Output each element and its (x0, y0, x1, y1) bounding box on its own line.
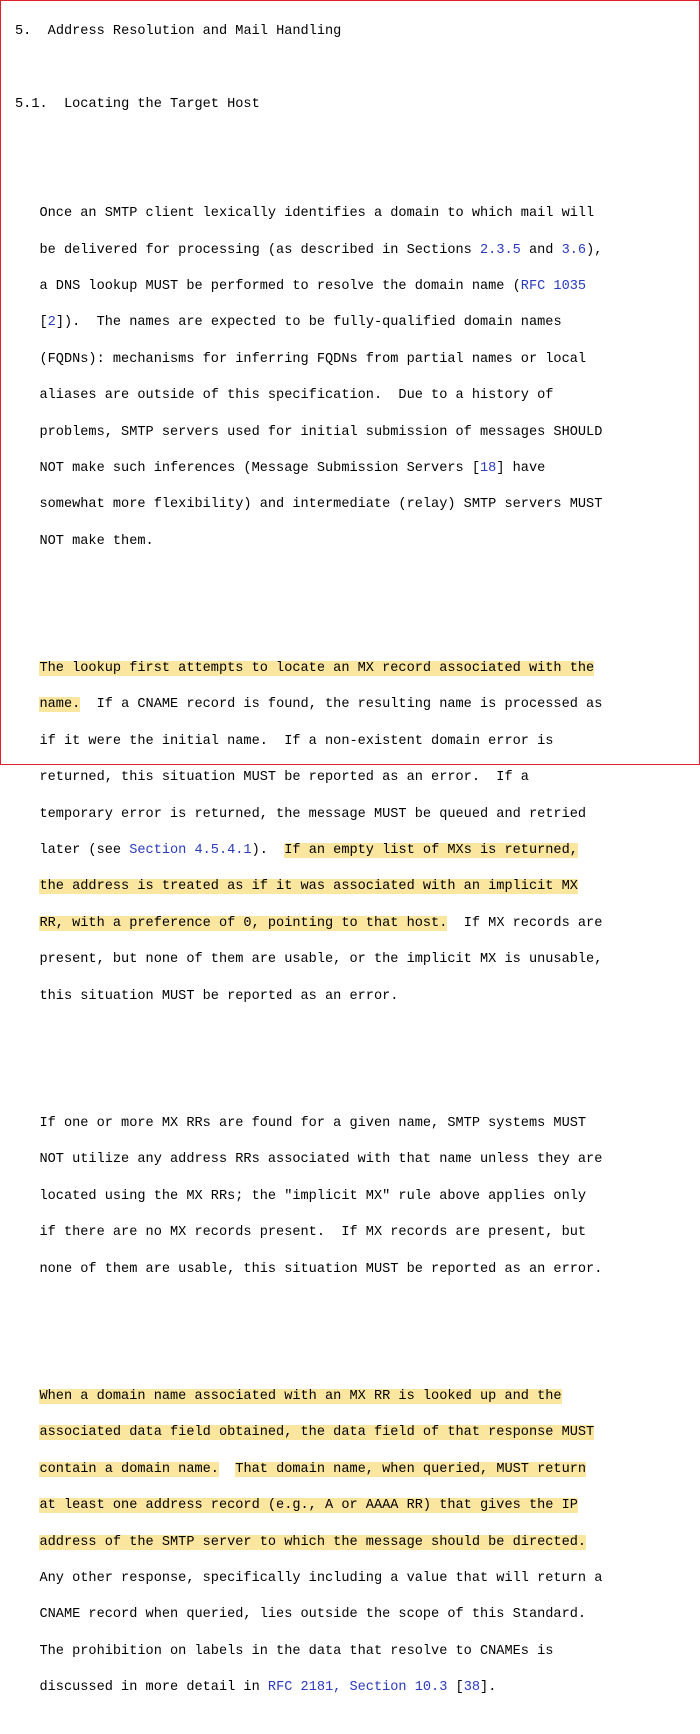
highlight: When a domain name associated with an MX RR is looked up and the (39, 1388, 562, 1404)
link-section-2-3-5[interactable]: 2.3.5 (480, 242, 521, 258)
section-title: Address Resolution and Mail Handling (47, 24, 342, 40)
subsection-number: 5.1. (15, 96, 48, 112)
highlight: The lookup first attempts to locate an MX record associated with the (39, 661, 595, 677)
paragraph-4: When a domain name associated with an MX RR is looked up and the associated data field obtained, the data field of that response MUST contain a domain name. That domain name, when queried, MUST return at least one address record (e.g., A or AAAA RR) that gives the IP address of the SMTP server to which the message should be directed. Any other response, specifically including a value that will return a CNAME record when queried, lies outside the scope of this Standard. The prohibition on labels in the data that resolve to CNAMEs is discussed in more detail in RFC 2181, Section 10.3 [38]. (39, 1388, 603, 1696)
highlight: RR, with a preference of 0, pointing to that host. (39, 915, 448, 931)
highlight: If an empty list of MXs is returned, (284, 843, 578, 859)
link-section-3-6[interactable]: 3.6 (561, 242, 587, 258)
paragraph-3: If one or more MX RRs are found for a given name, SMTP systems MUST NOT utilize any address RRs associated with that name unless they are located using the MX RRs; the "implicit MX" rule above applies only if there are no MX records present. If MX records are present, but none of them are usable, this situation MUST be reported as an error. (39, 1115, 603, 1277)
section-number: 5. (15, 24, 32, 40)
section-heading (15, 23, 602, 41)
highlight: That domain name, when queried, MUST return (235, 1461, 587, 1477)
link-rfc-1035[interactable]: RFC 1035 (520, 278, 587, 294)
subsection-title: Locating the Target Host (63, 96, 260, 112)
highlight: address of the SMTP server to which the message should be directed. (39, 1534, 587, 1550)
highlight: name. (39, 697, 81, 713)
highlight: contain a domain name. (39, 1461, 219, 1477)
link-rfc-2181[interactable]: RFC 2181, Section 10.3 (267, 1680, 448, 1696)
highlight: at least one address record (e.g., A or AAAA RR) that gives the IP (39, 1498, 578, 1514)
link-ref-38[interactable]: 38 (463, 1680, 481, 1696)
link-ref-2[interactable]: 2 (47, 315, 56, 331)
paragraph-1: Once an SMTP client lexically identifies a domain to which mail will be delivered for processing (as described in Sections 2.3.5 and 3.6), a DNS lookup MUST be performed to resolve the domain name (RFC 1035 [2]). The names are expected to be fully-qualified domain names (FQDNs): mechanisms for inferring FQDNs from partial names or local aliases are outside of this specification. Due to a history of problems, SMTP servers used for initial submission of messages SHOULD NOT make such inferences (Message Submission Servers [18] have somewhat more flexibility) and intermediate (relay) SMTP servers MUST NOT make them. (39, 206, 603, 549)
paragraph-2: The lookup first attempts to locate an MX record associated with the name. If a CNAME record is found, the resulting name is processed as if it were the initial name. If a non-existent domain error is returned, this situation MUST be reported as an error. If a temporary error is returned, the message MUST be queued and retried later (see Section 4.5.4.1). If an empty list of MXs is returned, the address is treated as if it was associated with an implicit MX RR, with a preference of 0, pointing to that host. If MX records are present, but none of them are usable, or the implicit MX is unusable, this situation MUST be reported as an error. (39, 661, 603, 1004)
rfc-document (15, 5, 602, 1734)
highlight: the address is treated as if it was associated with an implicit MX (39, 879, 578, 895)
link-ref-18[interactable]: 18 (480, 460, 497, 476)
subsection-heading (15, 96, 602, 114)
highlight: associated data field obtained, the data field of that response MUST (39, 1425, 595, 1441)
link-section-4-5-4-1[interactable]: Section 4.5.4.1 (129, 843, 252, 859)
